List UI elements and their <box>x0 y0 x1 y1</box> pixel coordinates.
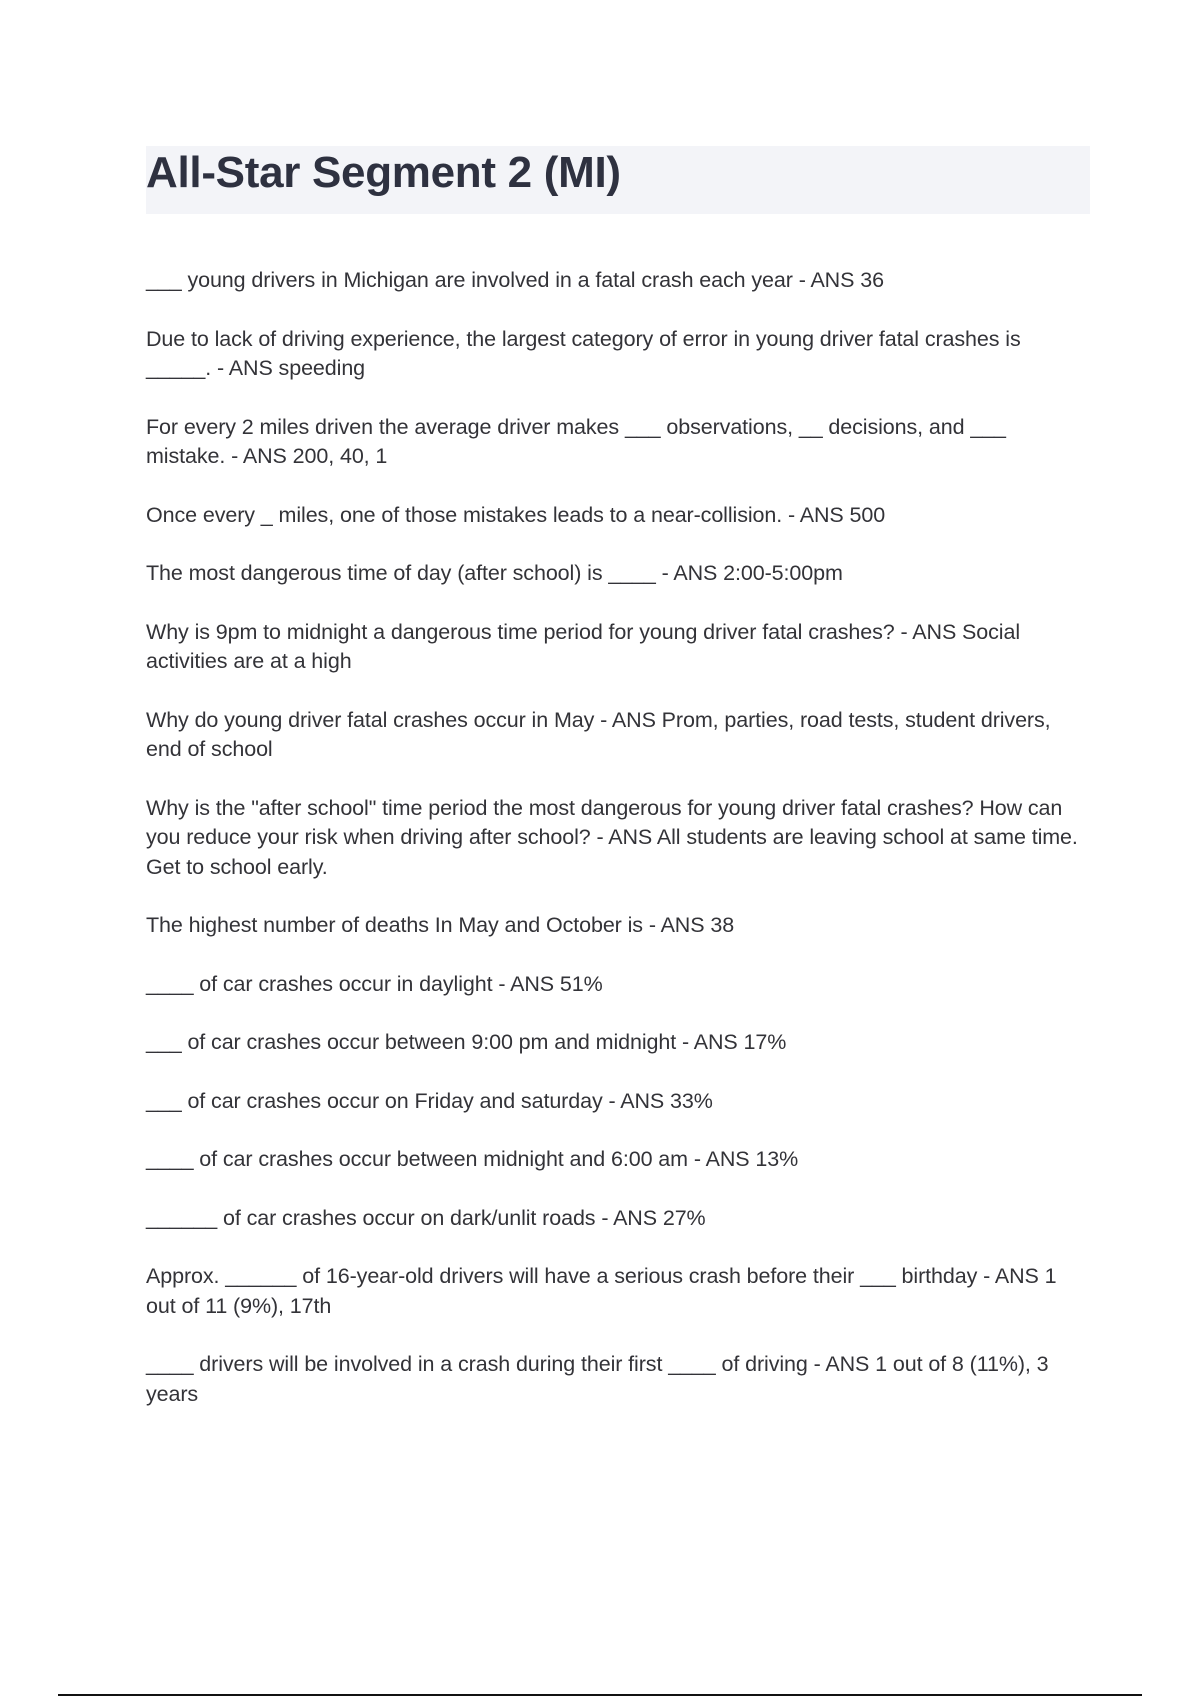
qa-item: ____ of car crashes occur between midnight and 6:00 am - ANS 13% <box>146 1147 799 1171</box>
title-banner <box>146 146 1090 214</box>
qa-item: The most dangerous time of day (after school) is ____ - ANS 2:00-5:00pm <box>146 561 843 585</box>
qa-item: ___ of car crashes occur between 9:00 pm and midnight - ANS 17% <box>146 1030 787 1054</box>
footer-divider <box>58 1694 1142 1696</box>
qa-item: ___ young drivers in Michigan are involved in a fatal crash each year - ANS 36 <box>146 268 884 292</box>
qa-item: ____ of car crashes occur in daylight - ANS 51% <box>146 971 603 996</box>
qa-item: Once every _ miles, one of those mistakes leads to a near-collision. - ANS 500 <box>146 502 886 527</box>
qa-list <box>146 266 1090 1438</box>
qa-item: The highest number of deaths In May and October is - ANS 38 <box>146 913 735 937</box>
qa-item: ____ drivers will be involved in a crash during their first ____ of driving - ANS 1 out of 8 (11%), 3 years <box>146 1352 1049 1406</box>
qa-item: Approx. ______ of 16-year-old drivers will have a serious crash before their ___ birthday - ANS 1 out of 11 (9%), 17th <box>146 1264 1057 1318</box>
page-title: All-Star Segment 2 (MI) <box>146 148 621 197</box>
qa-item: ______ of car crashes occur on dark/unlit roads - ANS 27% <box>146 1205 706 1230</box>
qa-item: ___ of car crashes occur on Friday and saturday - ANS 33% <box>146 1088 713 1113</box>
qa-item: Why is 9pm to midnight a dangerous time period for young driver fatal crashes? - ANS Social activities are at a high <box>146 619 1021 673</box>
qa-item: Why is the "after school" time period the most dangerous for young driver fatal crashes? How can you reduce your risk when driving after school? - ANS All students are leaving school at same time. Get to school early. <box>146 795 1078 879</box>
qa-item: Due to lack of driving experience, the largest category of error in young driver fatal crashes is _____. - ANS speeding <box>146 326 1021 380</box>
qa-item: For every 2 miles driven the average driver makes ___ observations, __ decisions, and ___ mistake. - ANS 200, 40, 1 <box>146 414 1006 468</box>
qa-item: Why do young driver fatal crashes occur in May - ANS Prom, parties, road tests, student drivers, end of school <box>146 707 1051 761</box>
